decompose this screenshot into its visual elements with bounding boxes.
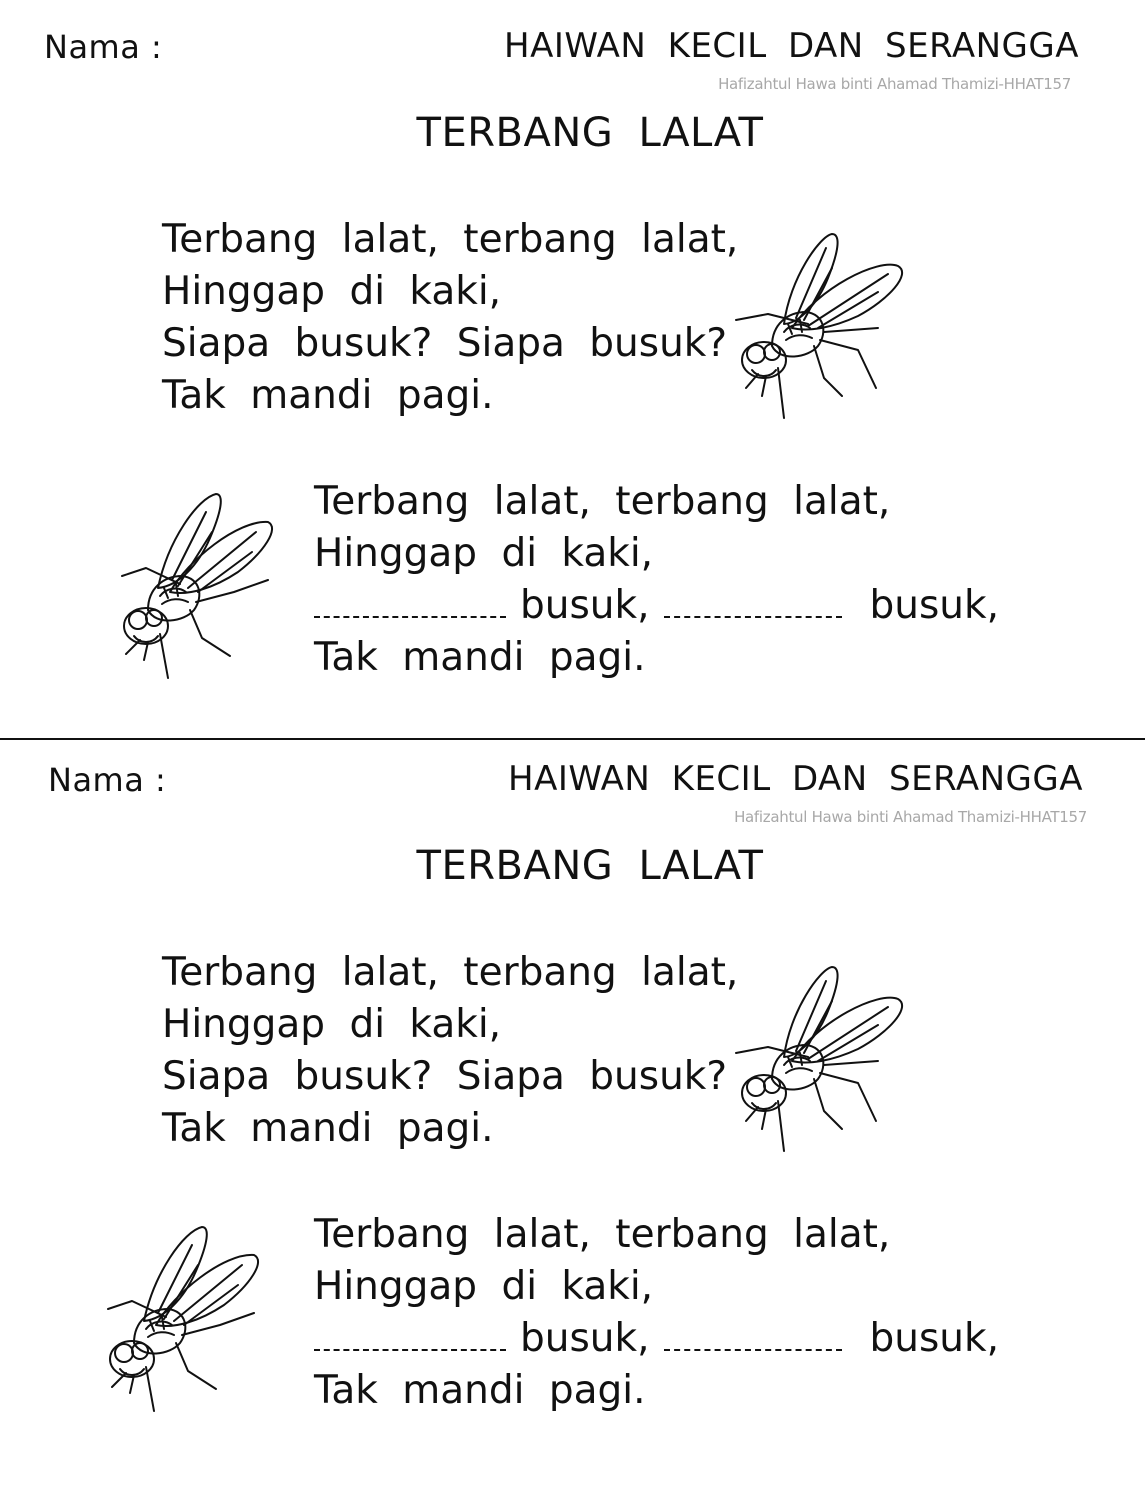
author-credit: Hafizahtul Hawa binti Ahamad Thamizi-HHAT157 <box>734 808 1087 826</box>
blank-word: busuk, <box>520 1316 650 1361</box>
stanza-line: Terbang lalat, terbang lalat, <box>162 217 739 262</box>
stanza-line: Hinggap di kaki, <box>314 531 654 576</box>
answer-blank[interactable] <box>314 1319 506 1351</box>
song-title: TERBANG LALAT <box>416 843 764 889</box>
blank-word: busuk, <box>869 1316 999 1361</box>
song-title: TERBANG LALAT <box>416 110 764 156</box>
author-credit: Hafizahtul Hawa binti Ahamad Thamizi-HHAT157 <box>718 75 1071 93</box>
stanza-fill-in <box>314 476 999 684</box>
fill-in-line <box>314 1313 999 1365</box>
stanza-line: Tak mandi pagi. <box>162 1106 494 1151</box>
stanza-line: Hinggap di kaki, <box>162 269 502 314</box>
blank-word: busuk, <box>869 583 999 628</box>
stanza-line: Tak mandi pagi. <box>314 635 646 680</box>
stanza-line: Tak mandi pagi. <box>162 373 494 418</box>
fill-in-line <box>314 580 999 632</box>
name-label: Nama : <box>44 28 163 66</box>
stanza-line: Terbang lalat, terbang lalat, <box>162 950 739 995</box>
stanza-line: Tak mandi pagi. <box>314 1368 646 1413</box>
stanza-line: Siapa busuk? Siapa busuk? <box>162 1054 728 1099</box>
fly-icon <box>728 228 928 423</box>
fly-icon <box>728 961 928 1156</box>
answer-blank[interactable] <box>664 1319 842 1351</box>
stanza-line: Siapa busuk? Siapa busuk? <box>162 321 728 366</box>
stanza-line: Hinggap di kaki, <box>162 1002 502 1047</box>
answer-blank[interactable] <box>314 586 506 618</box>
fly-icon <box>118 488 283 683</box>
stanza-full <box>162 947 738 1155</box>
name-label: Nama : <box>48 761 167 799</box>
stanza-line: Hinggap di kaki, <box>314 1264 654 1309</box>
stanza-line: Terbang lalat, terbang lalat, <box>314 479 891 524</box>
blank-word: busuk, <box>520 583 650 628</box>
answer-blank[interactable] <box>664 586 842 618</box>
fly-icon <box>104 1221 269 1416</box>
worksheet-top <box>0 0 1145 740</box>
topic-heading: HAIWAN KECIL DAN SERANGGA <box>504 26 1079 66</box>
stanza-fill-in <box>314 1209 999 1417</box>
worksheet-bottom <box>0 733 1145 1473</box>
stanza-full <box>162 214 738 422</box>
stanza-line: Terbang lalat, terbang lalat, <box>314 1212 891 1257</box>
topic-heading: HAIWAN KECIL DAN SERANGGA <box>508 759 1083 799</box>
